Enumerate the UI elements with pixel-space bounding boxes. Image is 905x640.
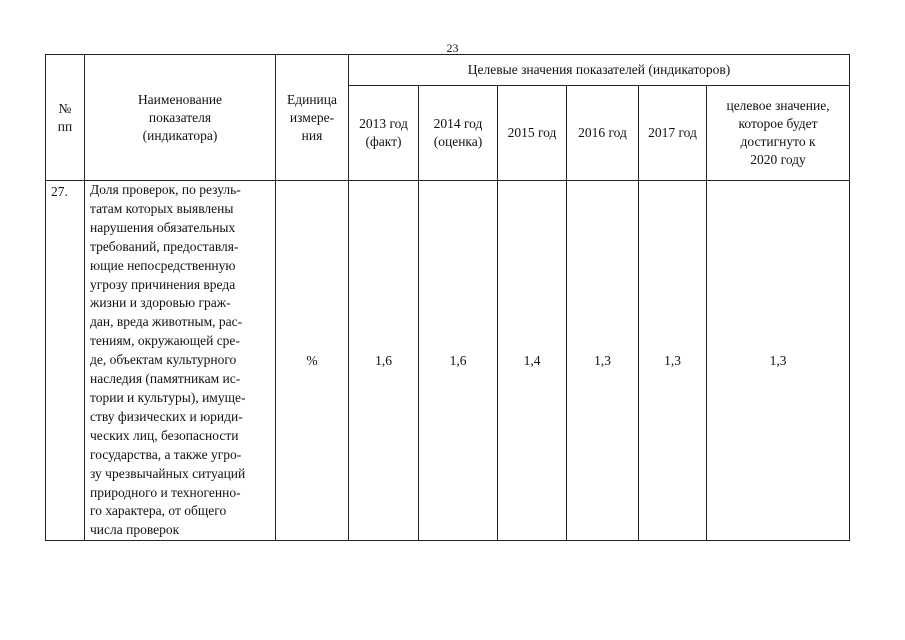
header-year-line: которое будет: [738, 116, 818, 131]
header-year-line: 2016 год: [578, 125, 627, 140]
indicators-table: [45, 54, 850, 541]
header-year-line: 2013 год: [359, 116, 408, 131]
indicator-name-line: татам которых выявлены: [90, 200, 234, 216]
table-row: [46, 181, 850, 541]
header-number-line: №: [58, 100, 72, 116]
header-number-line: пп: [57, 118, 73, 134]
value-text: 1,4: [523, 352, 541, 368]
header-target-2020: [707, 86, 850, 181]
header-unit-line: ния: [301, 127, 323, 143]
value-2016: [567, 181, 639, 541]
header-year-line: 2017 год: [648, 125, 697, 140]
header-year-2016: [567, 86, 639, 181]
indicator-name-line: тениям, окружающей сре-: [90, 333, 240, 349]
indicator-name-line: Доля проверок, по резуль-: [90, 182, 241, 197]
header-unit-line: измере-: [289, 109, 335, 125]
indicator-name-line: зу чрезвычайных ситуаций: [90, 465, 246, 481]
indicator-name-line: ческих лиц, безопасности: [90, 427, 239, 443]
indicator-name-line: наследия (памятникам ис-: [90, 371, 241, 387]
value-2013: [349, 181, 419, 541]
indicator-name-line: государства, а также угро-: [90, 446, 242, 462]
indicator-name-line: го характера, от общего: [90, 503, 227, 519]
indicator-name-line: угрозу причинения вреда: [90, 276, 236, 292]
value-target-2020: [707, 181, 850, 541]
value-2017: [639, 181, 707, 541]
indicator-name-line: числа проверок: [90, 522, 180, 538]
value-text: 1,6: [449, 352, 467, 368]
header-year-line: (оценка): [433, 134, 483, 149]
indicator-name: [85, 181, 276, 541]
header-year-line: 2014 год: [433, 116, 483, 131]
indicator-name-line: де, объектам культурного: [90, 352, 237, 368]
header-name-line: Наименование: [137, 91, 223, 107]
header-name-line: показателя: [148, 109, 212, 125]
value-2014: [419, 181, 498, 541]
header-name: [85, 55, 276, 181]
value-text: 1,3: [769, 352, 787, 368]
header-target-values: Целевые значения показателей (индикаторов): [349, 55, 850, 86]
unit-value: %: [306, 352, 318, 368]
header-year-2014: [419, 86, 498, 181]
header-number: [46, 55, 85, 181]
indicator-name-line: ству физических и юриди-: [90, 408, 243, 424]
header-year-line: целевое значение,: [726, 98, 830, 113]
page-number: 23: [446, 41, 459, 55]
header-year-line: 2020 году: [750, 152, 806, 167]
value-2015: [498, 181, 567, 541]
header-year-line: достигнуто к: [740, 134, 816, 149]
indicator-name-line: природного и техногенно-: [90, 484, 241, 500]
indicator-name-line: дан, вреда животным, рас-: [90, 314, 243, 330]
unit-cell: [276, 181, 349, 541]
header-year-2017: [639, 86, 707, 181]
value-text: 1,3: [594, 352, 611, 368]
header-unit-line: Единица: [286, 91, 337, 107]
header-unit: [276, 55, 349, 181]
row-number: 27.: [46, 181, 85, 541]
value-text: 1,6: [375, 352, 392, 368]
header-year-2013: [349, 86, 419, 181]
header-name-line: (индикатора): [142, 127, 218, 143]
indicator-name-line: ющие непосредственную: [90, 257, 236, 273]
indicator-name-line: нарушения обязательных: [90, 219, 236, 235]
indicator-name-line: жизни и здоровью граж-: [90, 295, 231, 311]
indicator-name-line: требований, предоставля-: [90, 238, 239, 254]
header-year-line: 2015 год: [507, 125, 557, 140]
indicator-name-line: тории и культуры), имуще-: [90, 389, 246, 405]
value-text: 1,3: [664, 352, 681, 368]
header-year-line: (факт): [365, 134, 402, 149]
header-year-2015: [498, 86, 567, 181]
